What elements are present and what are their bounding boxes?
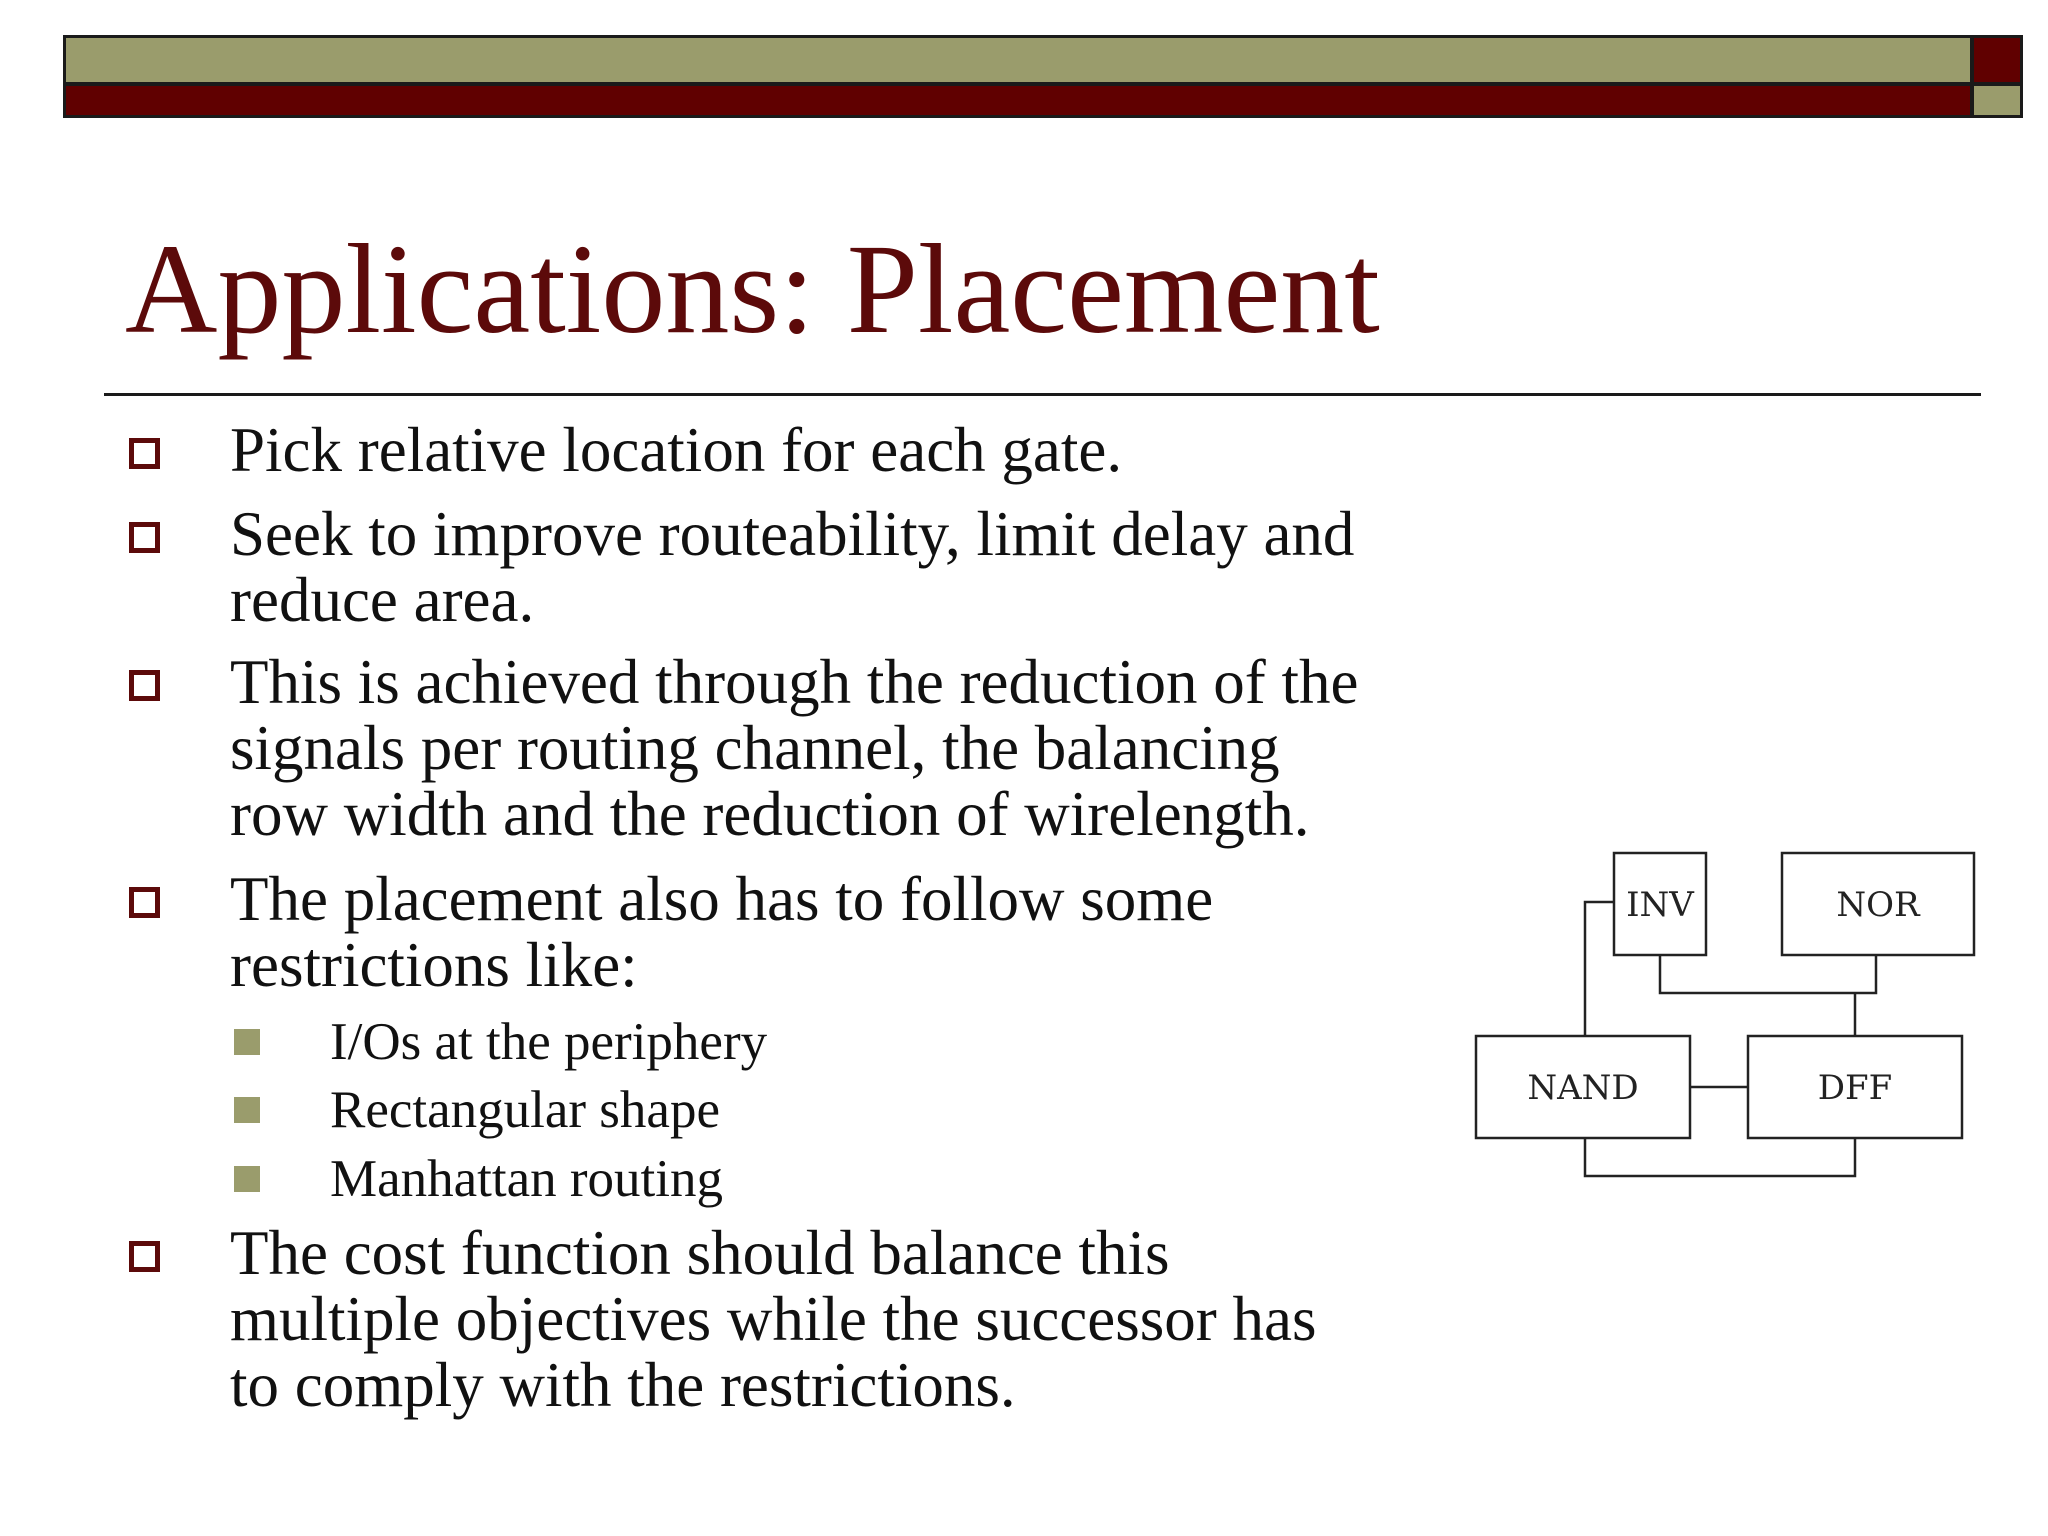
bullet-line: The cost function should balance this (230, 1218, 1170, 1288)
bullet-line: This is achieved through the reduction of the (230, 647, 1359, 717)
bullet-line: signals per routing channel, the balancing (230, 713, 1280, 783)
gate-label-dff: DFF (1817, 1068, 1893, 1108)
slide-title: Applications: Placement (125, 218, 1380, 360)
sub-bullet-item-2: Rectangular shape (330, 1081, 720, 1139)
bullet-line: row width and the reduction of wirelength. (230, 779, 1310, 849)
wire-nand-dff-bottom (1585, 1138, 1855, 1176)
bullet-line: Pick relative location for each gate. (230, 415, 1123, 485)
sub-bullet-item-1: I/Os at the periphery (330, 1013, 768, 1071)
gate-label-nand: NAND (1527, 1068, 1639, 1108)
bullet-line: reduce area. (230, 565, 535, 635)
bullet-line: to comply with the restrictions. (230, 1350, 1016, 1420)
bullet-line: restrictions like: (230, 930, 638, 1000)
bullet-line: The placement also has to follow some (230, 864, 1214, 934)
bullet-line: multiple objectives while the successor has (230, 1284, 1317, 1354)
sub-bullet-item-3: Manhattan routing (330, 1150, 723, 1208)
bullet-line: Seek to improve routeability, limit delay and (230, 499, 1355, 569)
wire-inv-nor (1660, 955, 1876, 993)
wire-inv-nand (1585, 902, 1614, 1036)
gate-label-nor: NOR (1836, 885, 1920, 925)
gate-label-inv: INV (1626, 885, 1694, 925)
